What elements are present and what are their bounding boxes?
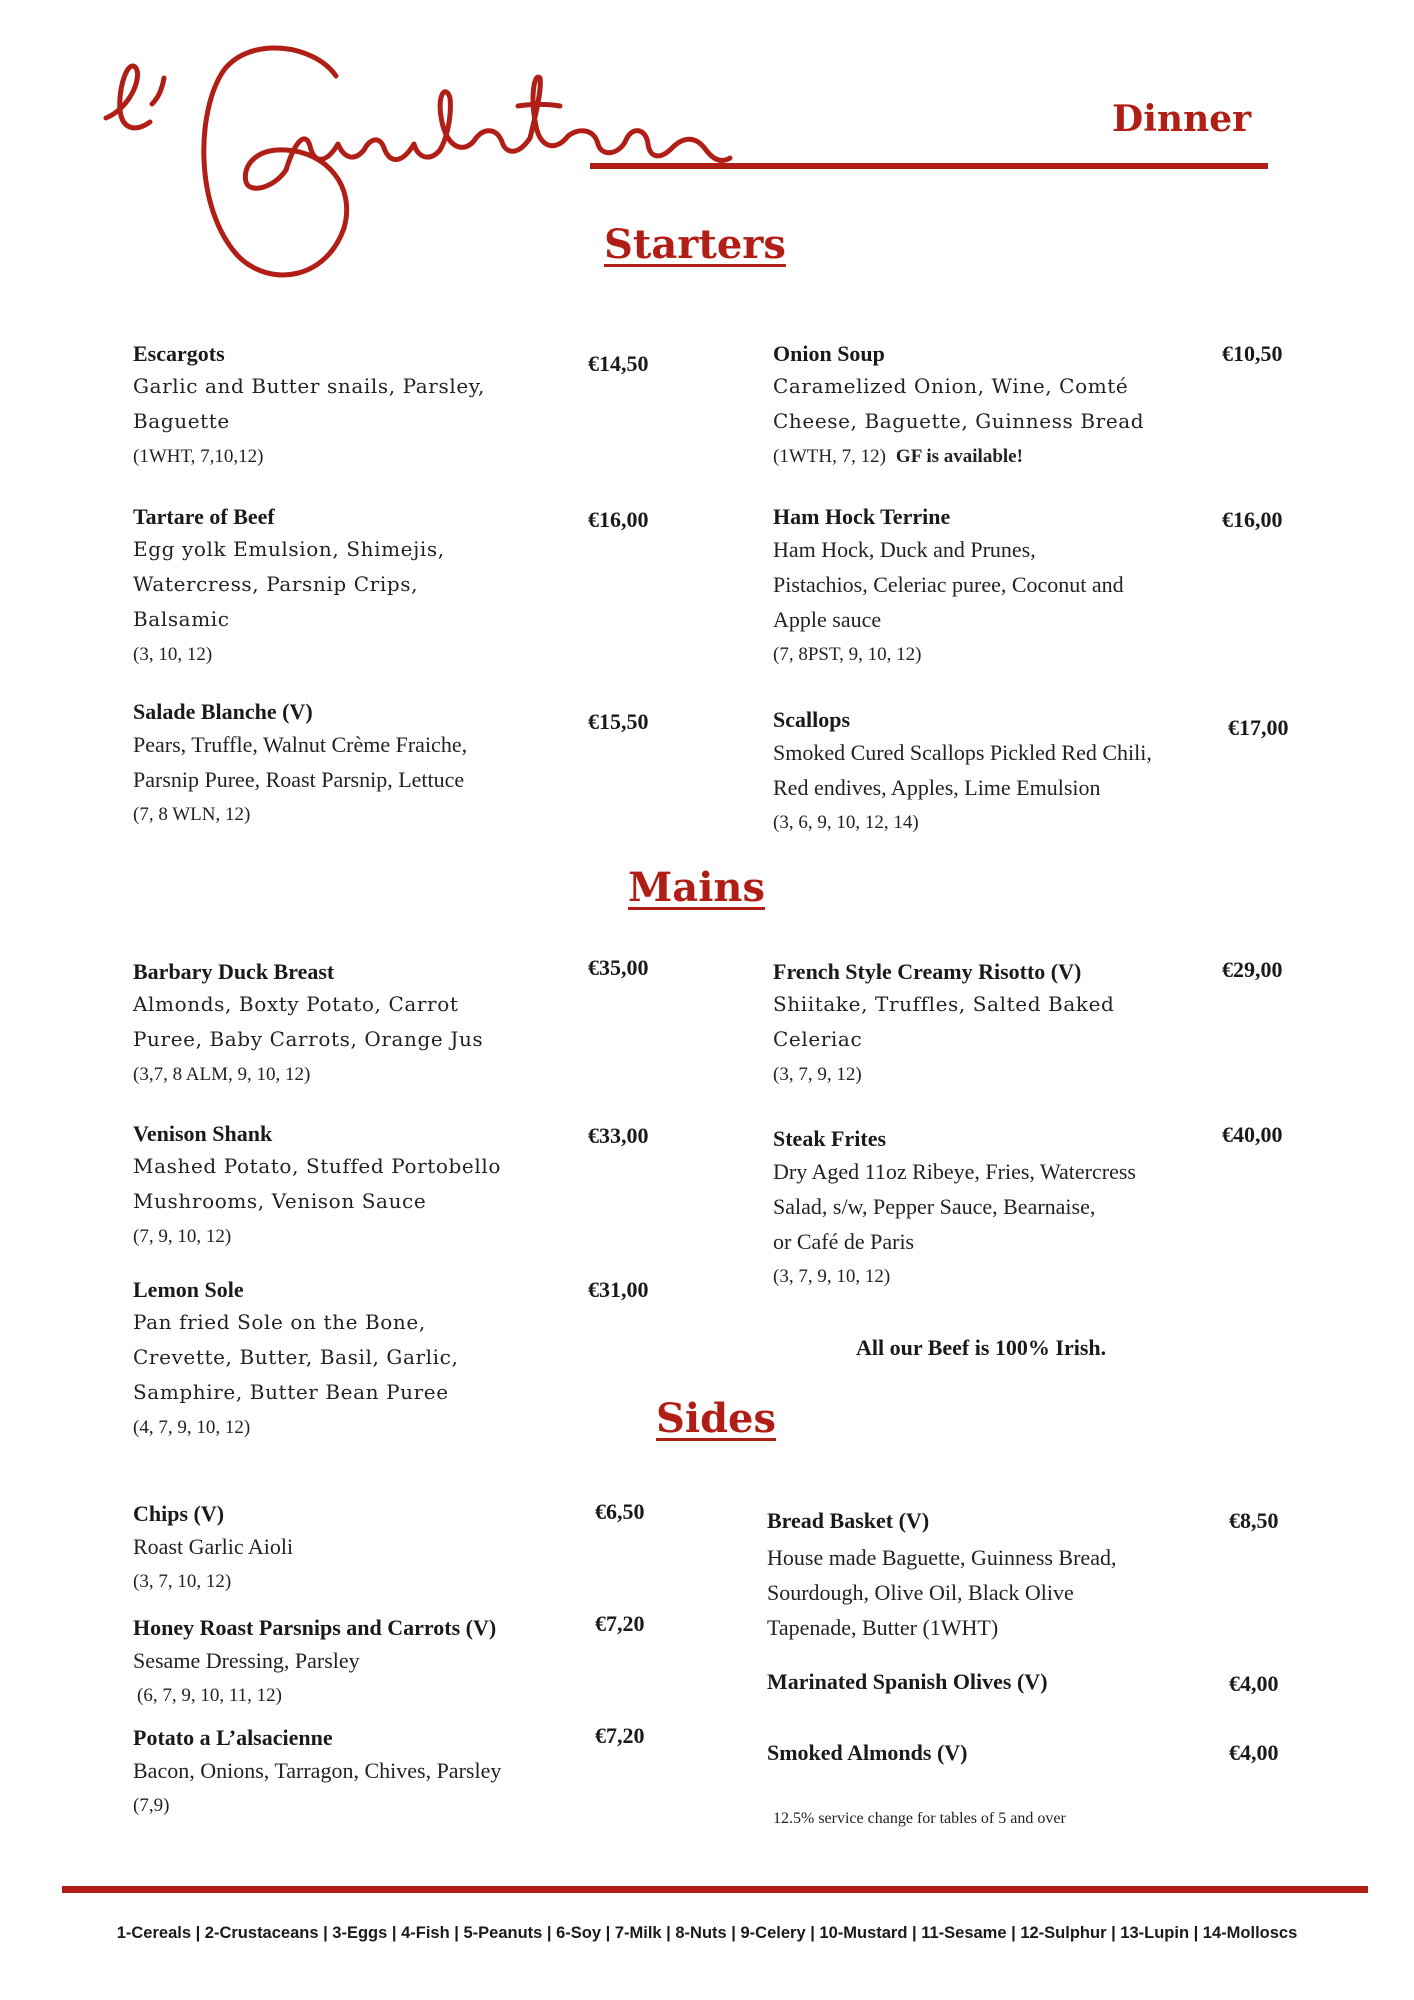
menu-item bbox=[133, 1723, 593, 1823]
menu-type-title: Dinner bbox=[1112, 98, 1252, 140]
item-description: Pears, Truffle, Walnut Crème Fraiche, bbox=[133, 732, 468, 757]
item-description: Red endives, Apples, Lime Emulsion bbox=[773, 775, 1101, 800]
item-description: Roast Garlic Aioli bbox=[133, 1534, 294, 1559]
item-name: Lemon Sole bbox=[133, 1277, 244, 1302]
item-name: Venison Shank bbox=[133, 1121, 273, 1146]
item-description: Ham Hock, Duck and Prunes, bbox=[773, 537, 1036, 562]
item-allergens: (3, 7, 9, 12) bbox=[773, 1064, 862, 1085]
header-rule bbox=[590, 163, 1268, 169]
menu-item bbox=[133, 1499, 593, 1599]
item-description: Tapenade, Butter (1WHT) bbox=[767, 1615, 999, 1640]
item-description: Cheese, Baguette, Guinness Bread bbox=[773, 409, 1145, 433]
item-description: Baguette bbox=[133, 409, 230, 433]
item-description: Dry Aged 11oz Ribeye, Fries, Watercress bbox=[773, 1159, 1136, 1184]
item-price: €14,50 bbox=[588, 351, 649, 376]
item-description: Parsnip Puree, Roast Parsnip, Lettuce bbox=[133, 767, 465, 792]
footer-rule bbox=[62, 1886, 1368, 1893]
item-price: €6,50 bbox=[595, 1499, 645, 1524]
gluten-free-note: GF is available! bbox=[895, 446, 1023, 467]
item-allergens: (7, 9, 10, 12) bbox=[133, 1226, 232, 1247]
item-name: Escargots bbox=[133, 341, 225, 366]
menu-item bbox=[773, 339, 1253, 474]
item-name: Marinated Spanish Olives (V) bbox=[767, 1669, 1048, 1694]
menu-item bbox=[133, 1119, 593, 1254]
item-name: Ham Hock Terrine bbox=[773, 504, 951, 529]
menu-item bbox=[133, 697, 593, 832]
item-price: €35,00 bbox=[588, 955, 649, 980]
menu-item bbox=[773, 705, 1253, 840]
item-price: €7,20 bbox=[595, 1611, 645, 1636]
sides-heading: Sides bbox=[656, 1395, 777, 1442]
menu-item bbox=[767, 1506, 1247, 1645]
item-description: Caramelized Onion, Wine, Comté bbox=[773, 374, 1129, 398]
item-description: Salad, s/w, Pepper Sauce, Bearnaise, bbox=[773, 1194, 1096, 1219]
item-name: Salade Blanche (V) bbox=[133, 699, 313, 724]
item-name: Tartare of Beef bbox=[133, 504, 275, 529]
item-description: Sesame Dressing, Parsley bbox=[133, 1648, 360, 1673]
item-allergens: (3,7, 8 ALM, 9, 10, 12) bbox=[133, 1064, 311, 1085]
item-price: €10,50 bbox=[1222, 341, 1283, 366]
item-name: Scallops bbox=[773, 707, 851, 732]
menu-item bbox=[773, 1124, 1253, 1294]
starters-heading: Starters bbox=[604, 221, 786, 268]
item-price: €16,00 bbox=[1222, 507, 1283, 532]
item-price: €4,00 bbox=[1229, 1671, 1279, 1696]
menu-item bbox=[133, 1275, 593, 1445]
item-description: Almonds, Boxty Potato, Carrot bbox=[133, 992, 459, 1016]
item-description: Balsamic bbox=[133, 607, 230, 631]
item-name: Bread Basket (V) bbox=[767, 1508, 930, 1533]
menu-item bbox=[767, 1667, 1247, 1697]
item-description: Samphire, Butter Bean Puree bbox=[133, 1380, 449, 1404]
item-allergens: (7, 8 WLN, 12) bbox=[133, 804, 251, 825]
item-allergens bbox=[773, 439, 1253, 474]
item-price: €31,00 bbox=[588, 1277, 649, 1302]
item-allergens: (4, 7, 9, 10, 12) bbox=[133, 1417, 251, 1438]
menu-item bbox=[133, 339, 593, 474]
item-description: Apple sauce bbox=[773, 607, 882, 632]
allergen-codes: (1WTH, 7, 12) bbox=[773, 446, 886, 467]
item-price: €15,50 bbox=[588, 709, 649, 734]
item-price: €33,00 bbox=[588, 1123, 649, 1148]
item-description: Shiitake, Truffles, Salted Baked bbox=[773, 992, 1115, 1016]
item-description: Crevette, Butter, Basil, Garlic, bbox=[133, 1345, 459, 1369]
item-allergens: (7, 8PST, 9, 10, 12) bbox=[773, 644, 922, 665]
item-allergens: (3, 7, 10, 12) bbox=[133, 1571, 232, 1592]
service-charge-note: 12.5% service change for tables of 5 and over bbox=[773, 1810, 1066, 1827]
item-description: Mashed Potato, Stuffed Portobello bbox=[133, 1154, 502, 1178]
item-allergens: (3, 7, 9, 10, 12) bbox=[773, 1266, 891, 1287]
item-name: Barbary Duck Breast bbox=[133, 959, 335, 984]
item-price: €8,50 bbox=[1229, 1508, 1279, 1533]
menu-item bbox=[767, 1738, 1247, 1768]
item-name: French Style Creamy Risotto (V) bbox=[773, 959, 1082, 984]
item-name: Potato a L’alsacienne bbox=[133, 1725, 333, 1750]
item-allergens: (3, 10, 12) bbox=[133, 644, 213, 665]
item-description: Pistachios, Celeriac puree, Coconut and bbox=[773, 572, 1124, 597]
item-description: Smoked Cured Scallops Pickled Red Chili, bbox=[773, 740, 1152, 765]
menu-item bbox=[133, 1613, 593, 1713]
item-name: Smoked Almonds (V) bbox=[767, 1740, 968, 1765]
item-description: House made Baguette, Guinness Bread, bbox=[767, 1545, 1117, 1570]
allergen-key: 1-Cereals | 2-Crustaceans | 3-Eggs | 4-Fish | 5-Peanuts | 6-Soy | 7-Milk | 8-Nuts | 9-Celery | 10-Mustard | 11-Sesame | 12-Sulphur | 13-Lupin | 14-Molloscs bbox=[116, 1924, 1298, 1942]
item-description: Celeriac bbox=[773, 1027, 863, 1051]
item-price: €17,00 bbox=[1228, 715, 1289, 740]
item-description: or Café de Paris bbox=[773, 1229, 915, 1254]
item-description: Bacon, Onions, Tarragon, Chives, Parsley bbox=[133, 1758, 502, 1783]
menu-item bbox=[773, 957, 1253, 1092]
item-description: Watercress, Parsnip Crips, bbox=[133, 572, 419, 596]
menu-item bbox=[133, 957, 593, 1092]
item-name: Steak Frites bbox=[773, 1126, 887, 1151]
item-description: Garlic and Butter snails, Parsley, bbox=[133, 374, 485, 398]
mains-heading: Mains bbox=[628, 864, 765, 911]
item-price: €16,00 bbox=[588, 507, 649, 532]
beef-note: All our Beef is 100% Irish. bbox=[856, 1335, 1107, 1360]
item-allergens: (7,9) bbox=[133, 1795, 170, 1816]
item-description: Sourdough, Olive Oil, Black Olive bbox=[767, 1580, 1074, 1605]
item-description: Egg yolk Emulsion, Shimejis, bbox=[133, 537, 445, 561]
item-price: €7,20 bbox=[595, 1723, 645, 1748]
item-description: Puree, Baby Carrots, Orange Jus bbox=[133, 1027, 484, 1051]
item-name: Chips (V) bbox=[133, 1501, 225, 1526]
menu-item bbox=[133, 502, 593, 672]
item-price: €40,00 bbox=[1222, 1122, 1283, 1147]
item-name: Honey Roast Parsnips and Carrots (V) bbox=[133, 1615, 497, 1640]
item-price: €4,00 bbox=[1229, 1740, 1279, 1765]
menu-item bbox=[773, 502, 1253, 672]
item-allergens: (1WHT, 7,10,12) bbox=[133, 446, 264, 467]
item-description: Mushrooms, Venison Sauce bbox=[133, 1189, 427, 1213]
item-price: €29,00 bbox=[1222, 957, 1283, 982]
item-allergens: (3, 6, 9, 10, 12, 14) bbox=[773, 812, 919, 833]
item-description: Pan fried Sole on the Bone, bbox=[133, 1310, 426, 1334]
item-name: Onion Soup bbox=[773, 341, 885, 366]
item-allergens: (6, 7, 9, 10, 11, 12) bbox=[137, 1685, 282, 1706]
